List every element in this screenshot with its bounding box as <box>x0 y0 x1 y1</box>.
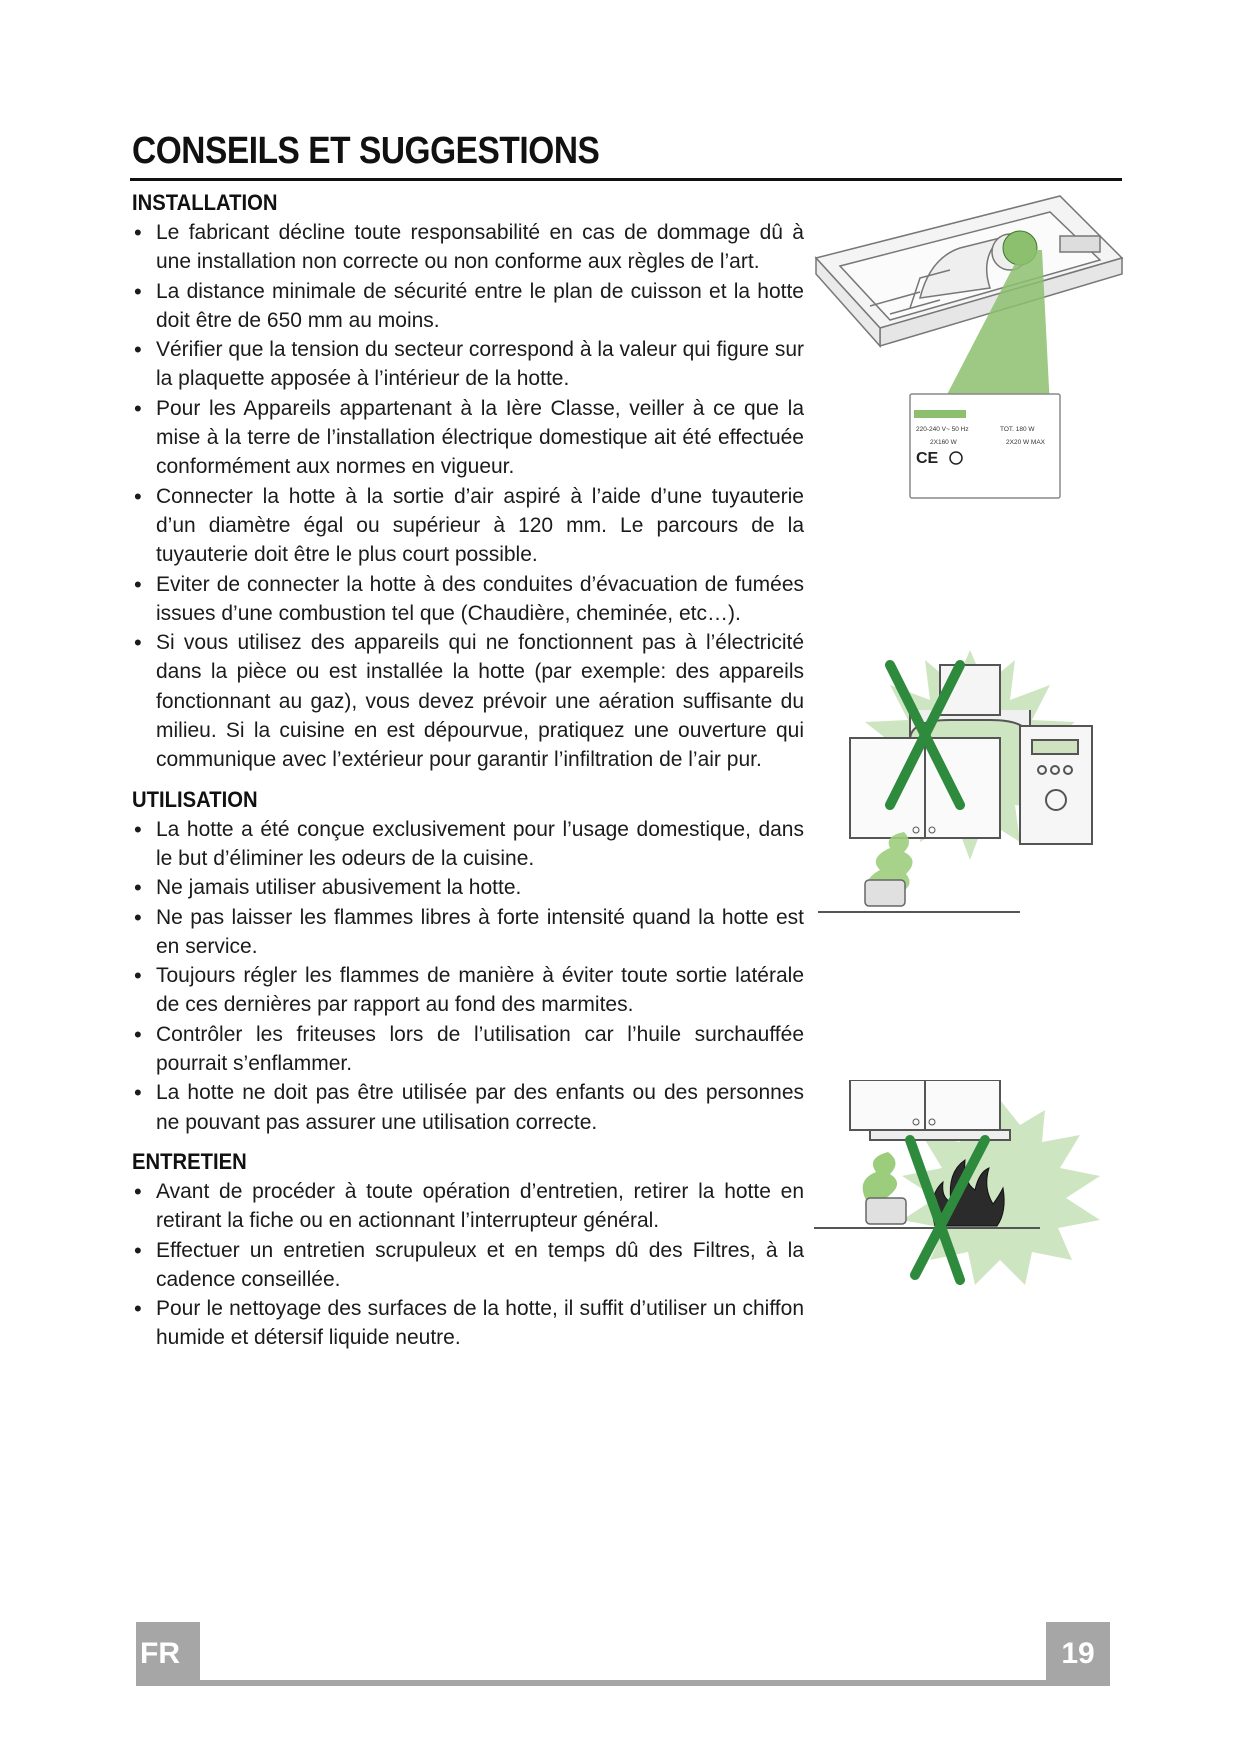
title-divider <box>130 178 1122 181</box>
list-item: • Eviter de connecter la hotte à des conduites d’évacuation de fumées issues d’une combustion tel que (Chaudière, cheminée, etc…). <box>132 570 804 629</box>
list-item: • Pour les Appareils appartenant à la Ière Classe, veiller à ce que la mise à la terre de l’installation électrique domestique ait été effectuée conformément aux normes en vigueur. <box>132 394 804 482</box>
rating-plate <box>910 394 1060 498</box>
list-item: • Contrôler les friteuses lors de l’utilisation car l’huile surchauffée pourrait s’enflammer. <box>132 1020 804 1079</box>
list-item: • Le fabricant décline toute responsabilité en cas de dommage dû à une installation non correcte ou non conforme aux règles de l’art. <box>132 218 804 277</box>
section-utilisation <box>132 785 804 1137</box>
fryer-warning-drawing <box>810 1080 1130 1300</box>
list-item: • Ne jamais utiliser abusivement la hotte. <box>132 873 804 902</box>
list-item: • Si vous utilisez des appareils qui ne fonctionnent pas à l’électricité dans la pièce ou est installée la hotte (par exemple: des appareils fonctionnant au gaz), vous devez prévoir une aération suffisante du milieu. Si la cuisine en est dépourvue, pratiquez une ouverture qui communique avec l’extérieur pour garantir l’infiltration de l’air pur. <box>132 628 804 774</box>
fryer-fire-prohibited-illustration <box>810 1080 1130 1300</box>
rating-line-2: TOT. 180 W <box>1000 426 1035 433</box>
list-item: • La hotte a été conçue exclusivement pour l’usage domestique, dans le but d’éliminer les odeurs de la cuisine. <box>132 815 804 874</box>
section-installation <box>132 188 804 775</box>
section-heading: UTILISATION <box>132 786 258 812</box>
list-item: • Effectuer un entretien scrupuleux et en temps dû des Filtres, à la cadence conseillée. <box>132 1236 804 1295</box>
language-badge: FR <box>136 1622 200 1686</box>
section-heading: INSTALLATION <box>132 190 278 215</box>
content-column <box>132 188 804 1353</box>
hood-rating-plate-illustration <box>810 188 1126 528</box>
list-item: • La hotte ne doit pas être utilisée par des enfants ou des personnes ne pouvant pas assurer une utilisation correcte. <box>132 1078 804 1137</box>
ce-mark-icon: CE <box>916 450 939 467</box>
footer-divider <box>136 1680 1110 1686</box>
hood-drawing <box>810 188 1126 528</box>
open-flame-prohibited-illustration <box>810 630 1130 950</box>
page-title: CONSEILS ET SUGGESTIONS <box>132 130 600 172</box>
flame-warning-drawing <box>810 630 1130 950</box>
steam-icon <box>863 1152 897 1200</box>
pot-icon <box>866 1198 906 1224</box>
list-item: • Ne pas laisser les flammes libres à forte intensité quand la hotte est en service. <box>132 903 804 962</box>
rating-line-4: 2X20 W MAX <box>1006 439 1046 446</box>
list-item: • Connecter la hotte à la sortie d’air aspiré à l’aide d’une tuyauterie d’un diamètre égal ou supérieur à 120 mm. Le parcours de la tuyauterie doit être le plus court possible. <box>132 482 804 570</box>
bullet-list <box>132 815 804 1137</box>
section-heading: ENTRETIEN <box>132 1148 247 1174</box>
list-item: • Toujours régler les flammes de manière à éviter toute sortie latérale de ces dernières par rapport au fond des marmites. <box>132 961 804 1020</box>
page-number: 19 <box>1046 1622 1110 1686</box>
list-item: • Vérifier que la tension du secteur correspond à la valeur qui figure sur la plaquette apposée à l’intérieur de la hotte. <box>132 335 804 394</box>
rating-line-3: 2X160 W <box>930 439 957 446</box>
bullet-list <box>132 218 804 775</box>
list-item: • Pour le nettoyage des surfaces de la hotte, il suffit d’utiliser un chiffon humide et détersif liquide neutre. <box>132 1294 804 1353</box>
section-entretien <box>132 1147 804 1353</box>
bullet-list <box>132 1177 804 1353</box>
rating-line-1: 220-240 V~ 50 Hz <box>916 426 969 433</box>
list-item: • La distance minimale de sécurité entre le plan de cuisson et la hotte doit être de 650 mm au moins. <box>132 277 804 336</box>
list-item: • Avant de procéder à toute opération d’entretien, retirer la hotte en retirant la fiche ou en actionnant l’interrupteur général. <box>132 1177 804 1236</box>
pot-icon <box>865 880 905 906</box>
